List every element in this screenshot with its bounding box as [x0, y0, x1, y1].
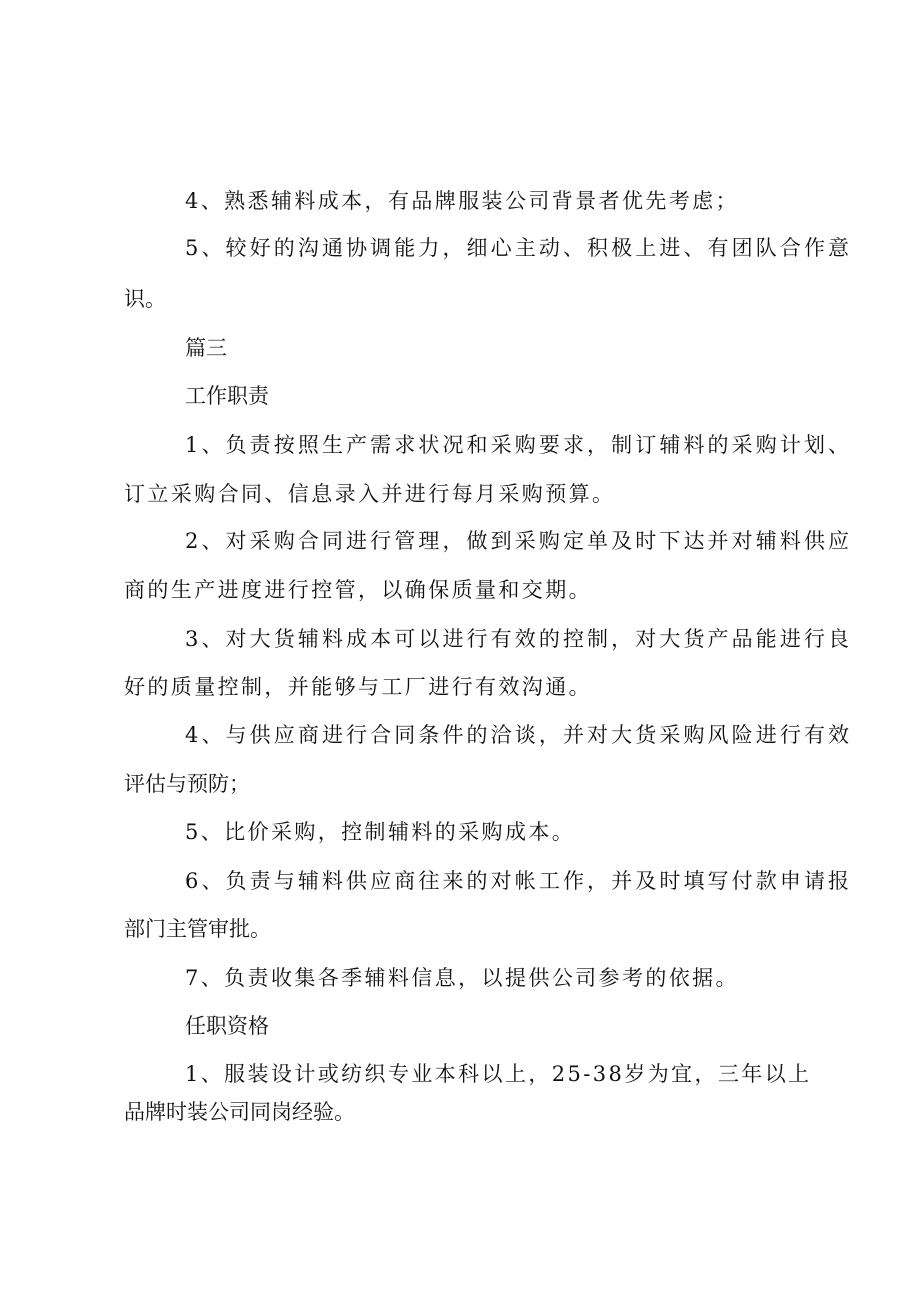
paragraph-line: 3、对大货辅料成本可以进行有效的控制，对大货产品能进行良	[185, 627, 853, 651]
section-heading: 任职资格	[185, 1014, 269, 1038]
paragraph-line: 5、比价采购，控制辅料的采购成本。	[185, 820, 576, 844]
paragraph-line: 7、负责收集各季辅料信息，以提供公司参考的依据。	[185, 966, 739, 990]
paragraph-line: 部门主管审批。	[124, 917, 271, 941]
paragraph-line: 5、较好的沟通协调能力，细心主动、积极上进、有团队合作意	[185, 236, 853, 260]
paragraph-line: 评估与预防；	[124, 772, 250, 796]
paragraph-line: 1、负责按照生产需求状况和采购要求，制订辅料的采购计划、	[185, 433, 853, 457]
paragraph-line: 2、对采购合同进行管理，做到采购定单及时下达并对辅料供应	[185, 529, 853, 553]
section-heading: 篇三	[185, 336, 227, 360]
paragraph-line: 订立采购合同、信息录入并进行每月采购预算。	[124, 482, 616, 506]
paragraph-line: 识。	[124, 287, 166, 311]
paragraph-line: 6、负责与辅料供应商往来的对帐工作，并及时填写付款申请报	[185, 869, 853, 893]
section-heading: 工作职责	[185, 384, 269, 408]
paragraph-line: 4、与供应商进行合同条件的洽谈，并对大货采购风险进行有效	[185, 723, 853, 747]
paragraph-line: 品牌时装公司同岗经验。	[124, 1100, 355, 1124]
paragraph-line: 1、服装设计或纺织专业本科以上，25-38岁为宜，三年以上	[185, 1062, 812, 1086]
paragraph-line: 4、熟悉辅料成本，有品牌服装公司背景者优先考虑；	[185, 189, 739, 213]
paragraph-line: 好的质量控制，并能够与工厂进行有效沟通。	[124, 675, 592, 699]
paragraph-line: 商的生产进度进行控管，以确保质量和交期。	[124, 578, 592, 602]
